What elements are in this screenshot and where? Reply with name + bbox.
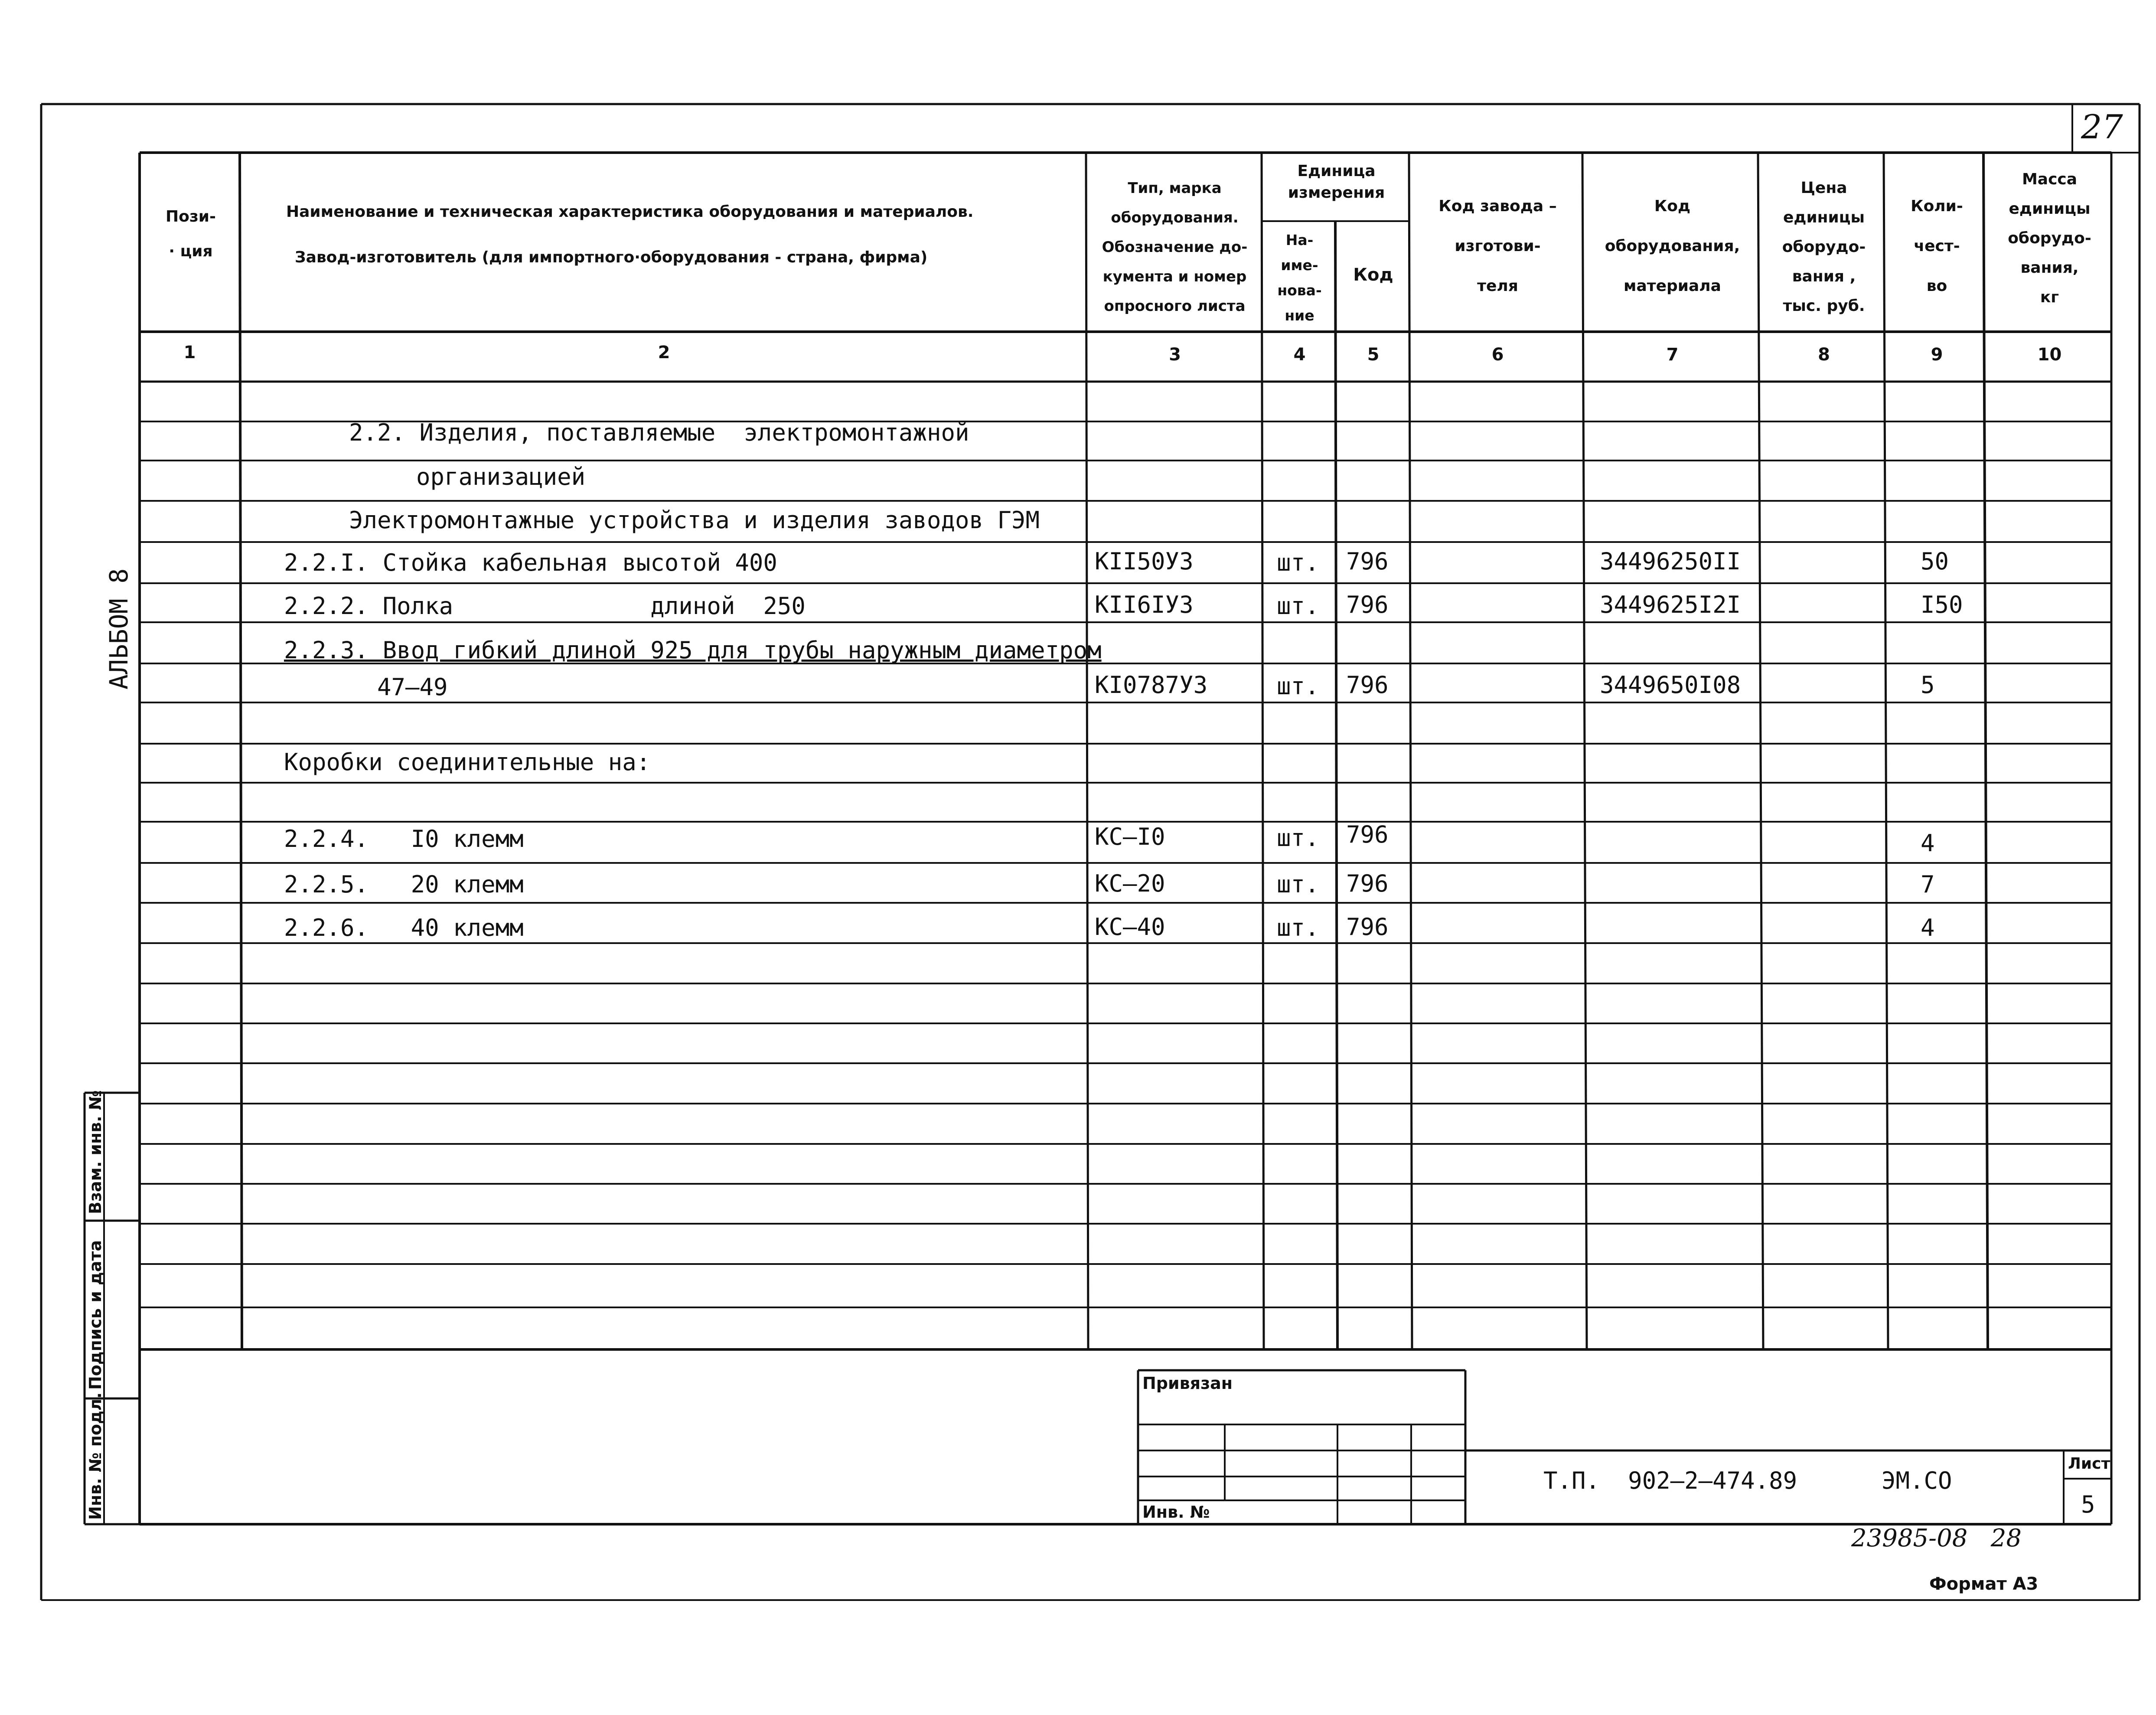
- col-num-7: 7: [1666, 345, 1679, 365]
- row-group-title: Коробки соединительные на:: [284, 748, 651, 776]
- row-item-type: КII50УЗ: [1095, 548, 1194, 575]
- row-item-code: 796: [1346, 821, 1389, 848]
- row-item-name: 2.2.6. 40 клемм: [284, 914, 524, 941]
- stamp-doc-mark: ЭМ.СО: [1882, 1467, 1952, 1494]
- row-item-name-cont: 47–49: [377, 673, 448, 701]
- album-label: АЛЬБОМ 8: [104, 568, 134, 689]
- row-item-qty: 50: [1921, 548, 1949, 575]
- header-unit: Единица измерения: [1288, 162, 1385, 202]
- header-unit-code: Код: [1353, 265, 1393, 285]
- row-section-title: 2.2. Изделия, поставляемые электромонтажной: [349, 419, 969, 446]
- header-factory-code: Код завода – изготови- теля: [1438, 197, 1557, 295]
- header-position: Пози- · ция: [166, 208, 216, 260]
- row-item-type: КС–I0: [1095, 823, 1165, 850]
- stamp-doc-code: Т.П. 902–2–474.89: [1543, 1467, 1797, 1494]
- col-num-8: 8: [1818, 345, 1830, 365]
- row-item-code: 796: [1346, 591, 1389, 618]
- side-label-inv: Инв. № подл.: [86, 1392, 105, 1520]
- stamp-list-label: Лист: [2068, 1455, 2110, 1473]
- stamp-list-number: 5: [2081, 1491, 2095, 1518]
- row-item-qty: 5: [1921, 671, 1935, 699]
- row-item-name: 2.2.3. Ввод гибкий длиной 925 для трубы наружным диаметром: [284, 637, 1102, 664]
- row-item-code: 796: [1346, 548, 1389, 575]
- row-item-unit: шт.: [1277, 549, 1319, 576]
- row-item-unit: шт.: [1277, 592, 1319, 620]
- row-item-type: КС–20: [1095, 870, 1165, 897]
- row-item-name: 2.2.I. Стойка кабельная высотой 400: [284, 549, 777, 576]
- row-item-name: 2.2.5. 20 клемм: [284, 871, 524, 898]
- row-item-type: КII6IУЗ: [1095, 591, 1194, 618]
- page-number: 27: [2081, 108, 2123, 146]
- col-num-1: 1: [183, 343, 196, 363]
- row-subsection-title: Электромонтажные устройства и изделия заводов ГЭМ: [349, 506, 1040, 534]
- row-item-unit: шт.: [1277, 914, 1319, 941]
- header-price: Цена единицы оборудо- вания , тыс. руб.: [1782, 179, 1866, 315]
- row-item-qty: I50: [1921, 591, 1963, 618]
- row-item-unit: шт.: [1277, 673, 1319, 700]
- row-item-unit: шт.: [1277, 871, 1319, 898]
- col-num-3: 3: [1169, 345, 1181, 365]
- row-section-title-cont: организацией: [416, 463, 586, 490]
- header-type: Тип, марка оборудования. Обозначение до- кумента и номер опросного листа: [1102, 180, 1248, 315]
- row-item-qty: 4: [1921, 914, 1935, 941]
- col-num-5: 5: [1367, 345, 1380, 365]
- stamp-inv-no: Инв. №: [1142, 1503, 1210, 1522]
- header-name-line1: Наименование и техническая характеристика оборудования и материалов.: [286, 203, 974, 221]
- row-item-equip-code: 3449625I2I: [1600, 591, 1741, 618]
- row-item-equip-code: 3449650I08: [1600, 671, 1741, 699]
- row-item-code: 796: [1346, 870, 1389, 897]
- header-equipment-code: Код оборудования, материала: [1605, 197, 1740, 295]
- row-item-code: 796: [1346, 913, 1389, 941]
- header-name-line2: Завод-изготовитель (для импортного·оборудования - страна, фирма): [295, 248, 928, 266]
- row-item-equip-code: 34496250II: [1600, 548, 1741, 575]
- col-num-2: 2: [658, 343, 670, 363]
- col-num-4: 4: [1293, 345, 1306, 365]
- row-item-qty: 7: [1921, 871, 1935, 898]
- row-item-unit: шт.: [1277, 824, 1319, 852]
- format-label: Формат А3: [1929, 1574, 2039, 1594]
- col-num-9: 9: [1931, 345, 1943, 365]
- stamp-privyazan: Привязан: [1142, 1374, 1233, 1393]
- row-item-name: 2.2.2. Полка длиной 250: [284, 592, 806, 620]
- row-item-name: 2.2.4. I0 клемм: [284, 825, 524, 853]
- col-num-10: 10: [2037, 345, 2062, 365]
- header-quantity: Коли- чест- во: [1911, 197, 1963, 295]
- row-item-type: КI0787УЗ: [1095, 671, 1208, 699]
- header-unit-name: На- име- нова- ние: [1277, 232, 1322, 324]
- row-item-qty: 4: [1921, 830, 1935, 857]
- side-label-vzam: Взам. инв. №: [86, 1090, 105, 1214]
- header-mass: Масса единицы оборудо- вания, кг: [2008, 170, 2091, 306]
- row-item-code: 796: [1346, 671, 1389, 699]
- col-num-6: 6: [1491, 345, 1504, 365]
- side-label-podpis: Подпись и дата: [86, 1240, 105, 1390]
- handwritten-number: 23985-08 28: [1851, 1524, 2022, 1552]
- row-item-type: КС–40: [1095, 913, 1165, 941]
